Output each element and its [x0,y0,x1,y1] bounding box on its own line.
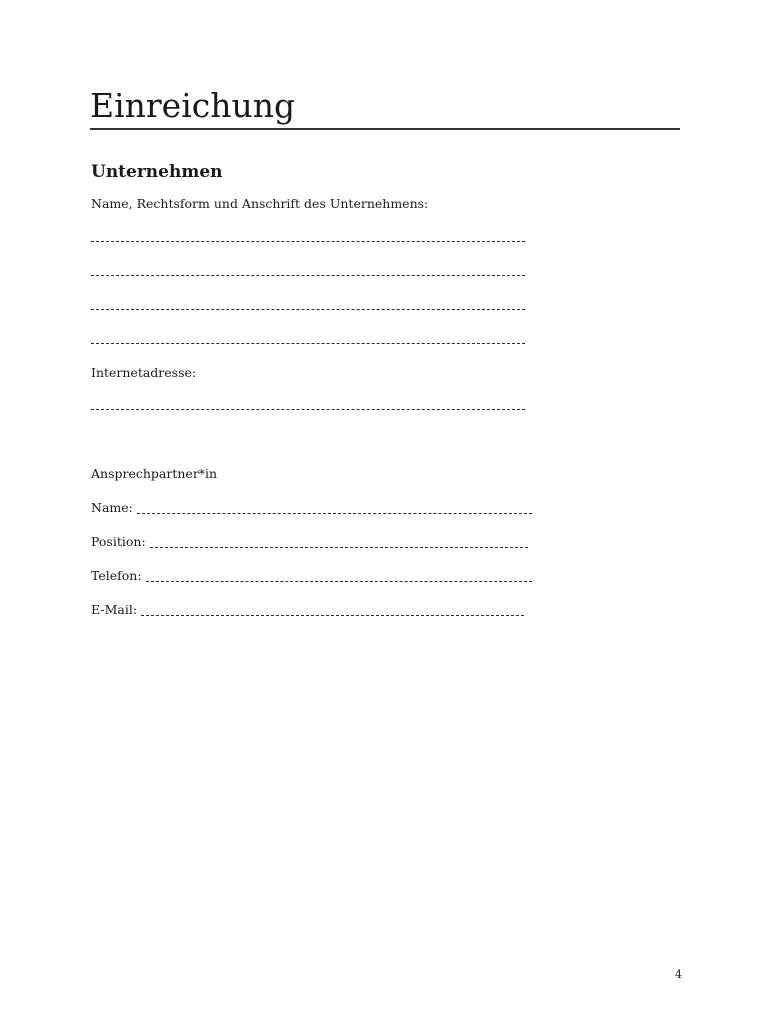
company-address-label: Name, Rechtsform und Anschrift des Unternehmens: [91,196,429,211]
contact-phone-label: Telefon: [91,568,142,583]
page-title: Einreichung [90,86,296,125]
contact-position-field[interactable] [91,533,528,551]
contact-email-field[interactable] [91,601,524,619]
company-address-line-1[interactable] [91,241,525,242]
contact-email-label: E-Mail: [91,602,138,617]
page-number: 4 [675,968,682,981]
contact-position-label: Position: [91,534,146,549]
company-address-line-3[interactable] [91,309,525,310]
contact-position-line[interactable] [150,547,528,548]
contact-phone-line[interactable] [146,581,532,582]
title-divider [90,128,680,130]
website-label: Internetadresse: [91,365,197,380]
contact-name-line[interactable] [137,513,532,514]
company-address-line-4[interactable] [91,343,525,344]
company-section-heading: Unternehmen [91,162,223,182]
contact-email-line[interactable] [141,615,524,616]
contact-name-label: Name: [91,500,133,515]
company-address-line-2[interactable] [91,275,525,276]
contact-name-field[interactable] [91,499,532,517]
website-line[interactable] [91,409,525,410]
contact-phone-field[interactable] [91,567,532,585]
contact-section-heading: Ansprechpartner*in [91,466,218,481]
